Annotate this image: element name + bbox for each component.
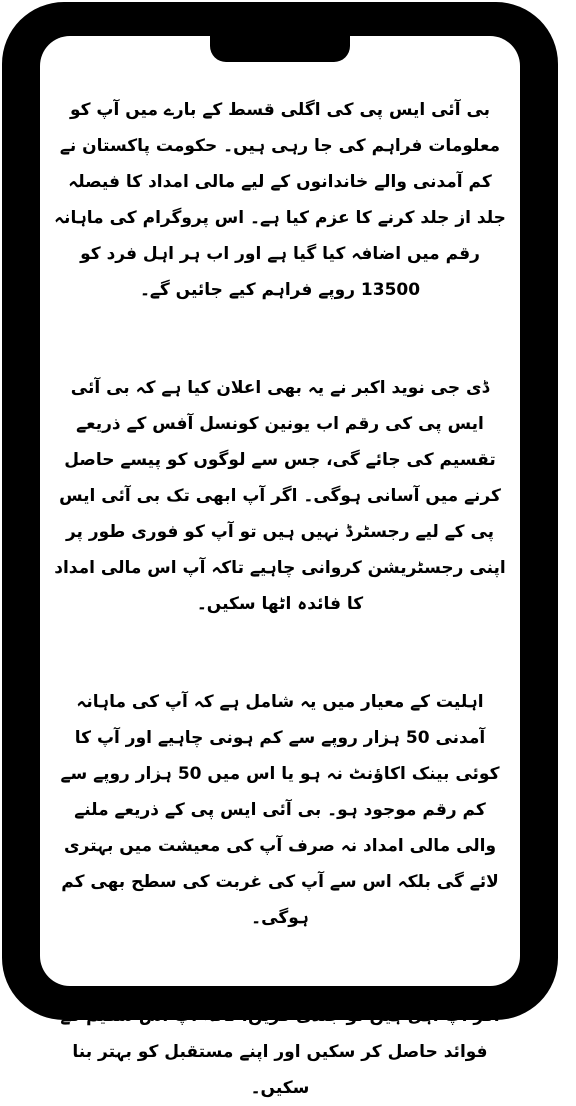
phone-frame <box>2 2 558 1098</box>
paragraph-eligibility: اہلیت کے معیار میں یہ شامل ہے کہ آپ کی ماہانہ آمدنی 50 ہزار روپے سے کم ہونی چاہیے اور آپ کا کوئی بینک اکاؤنٹ نہ ہو یا اس میں 50 ہزار روپے سے کم رقم موجود ہو۔ بی آئی ایس پی کے ذریعے ملنے والی مالی امداد نہ صرف آپ کی معیشت میں بہتری لائے گی بلکہ اس سے آپ کی غربت کی سطح بھی کم ہوگی۔ <box>60 692 500 928</box>
paragraph-next-installment: بی آئی ایس پی کی اگلی قسط کے بارے میں آپ کو معلومات فراہم کی جا رہی ہیں۔ حکومت پاکستان نے کم آمدنی والے خاندانوں کے لیے مالی امداد کا فیصلہ جلد از جلد کرنے کا عزم کیا ہے۔ اس پروگرام کی ماہانہ رقم میں اضافہ کیا گیا ہے اور اب ہر اہل فرد کو 13500 روپے فراہم کیے جائیں گے۔ <box>54 100 506 300</box>
phone-screen <box>40 36 520 1098</box>
phone-notch <box>210 36 350 62</box>
paragraph-distribution: ڈی جی نوید اکبر نے یہ بھی اعلان کیا ہے کہ بی آئی ایس پی کی رقم اب یونین کونسل آفس کے ذریعے تقسیم کی جائے گی، جس سے لوگوں کو پیسے حاصل کرنے میں آسانی ہوگی۔ اگر آپ ابھی تک بی آئی ایس پی کے لیے رجسٹرڈ نہیں ہیں تو آپ کو فوری طور پر اپنی رجسٹریشن کروانی چاہیے تاکہ آپ اس مالی امداد کا فائدہ اٹھا سکیں۔ <box>54 378 506 614</box>
paragraph-call-to-action: اگر آپ اہل ہیں تو جلدی کریں، تاکہ آپ اس سکیم کے فوائد حاصل کر سکیں اور اپنے مستقبل کو بہتر بنا سکیں۔ <box>60 1006 500 1098</box>
article-body <box>54 92 506 1106</box>
